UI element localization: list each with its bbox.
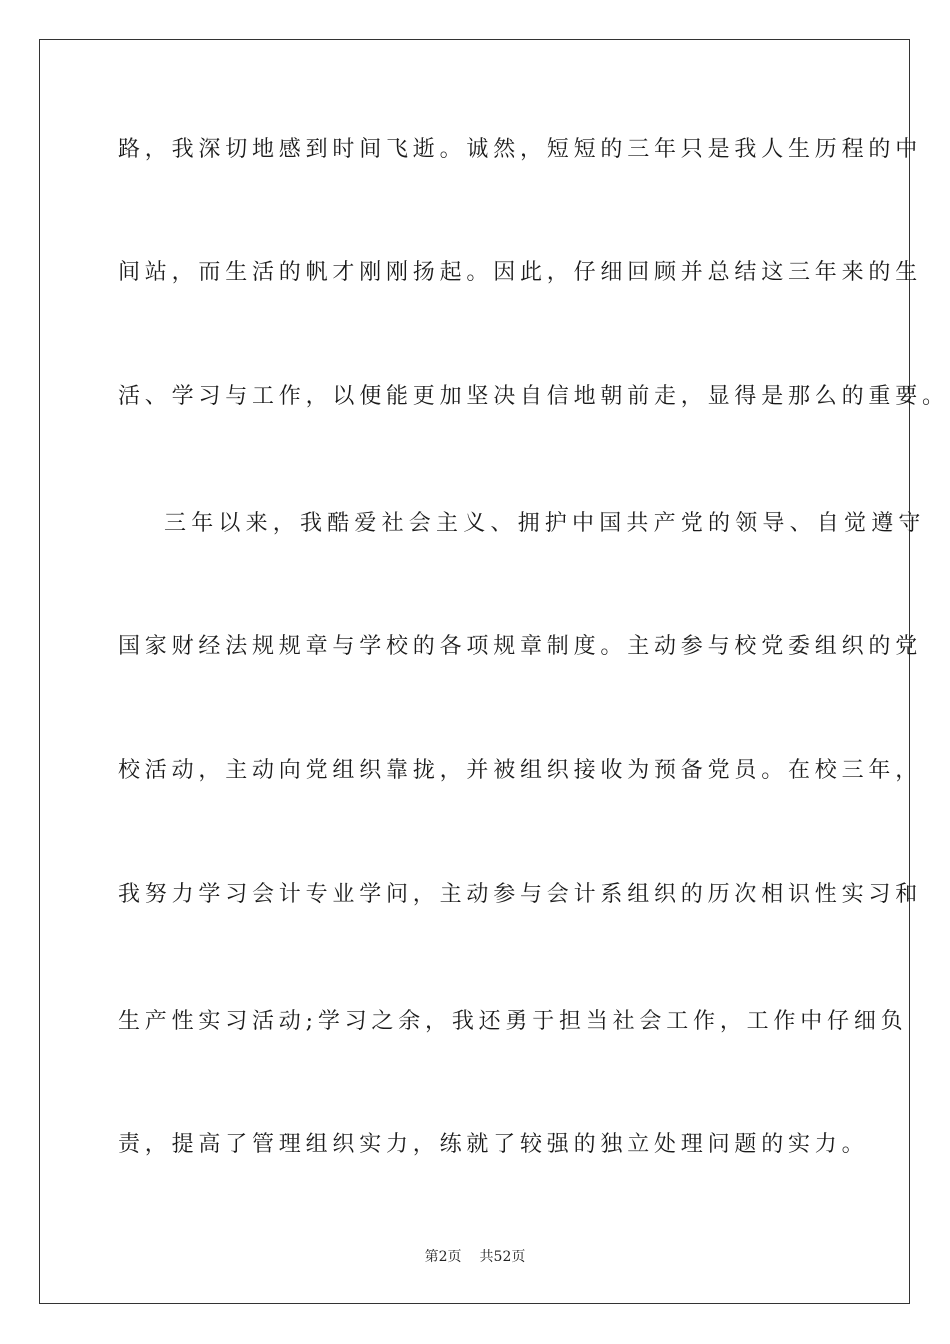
page-border: [39, 39, 949, 1304]
paragraph-first-line: 三年以来，我酷爱社会主义、拥护中国共产党的领导、自觉遵守: [164, 511, 926, 536]
text-line: 活、学习与工作，以便能更加坚决自信地朝前走，显得是那么的重要。: [118, 384, 949, 409]
text-line: 路，我深切地感到时间飞逝。诚然，短短的三年只是我人生历程的中: [118, 137, 923, 162]
page-footer: [0, 1248, 950, 1266]
page-number: 第2页: [424, 1249, 462, 1265]
text-line: 间站，而生活的帆才刚刚扬起。因此，仔细回顾并总结这三年来的生: [118, 260, 923, 285]
page-total: 共52页: [479, 1249, 526, 1265]
text-line: 生产性实习活动;学习之余，我还勇于担当社会工作，工作中仔细负: [118, 1009, 908, 1034]
text-line: 责，提高了管理组织实力，练就了较强的独立处理问题的实力。: [118, 1132, 869, 1157]
text-line: 我努力学习会计专业学问，主动参与会计系组织的历次相识性实习和: [118, 882, 923, 907]
text-line: 校活动，主动向党组织靠拢，并被组织接收为预备党员。在校三年，: [118, 758, 923, 783]
text-line: 国家财经法规规章与学校的各项规章制度。主动参与校党委组织的党: [118, 634, 923, 659]
